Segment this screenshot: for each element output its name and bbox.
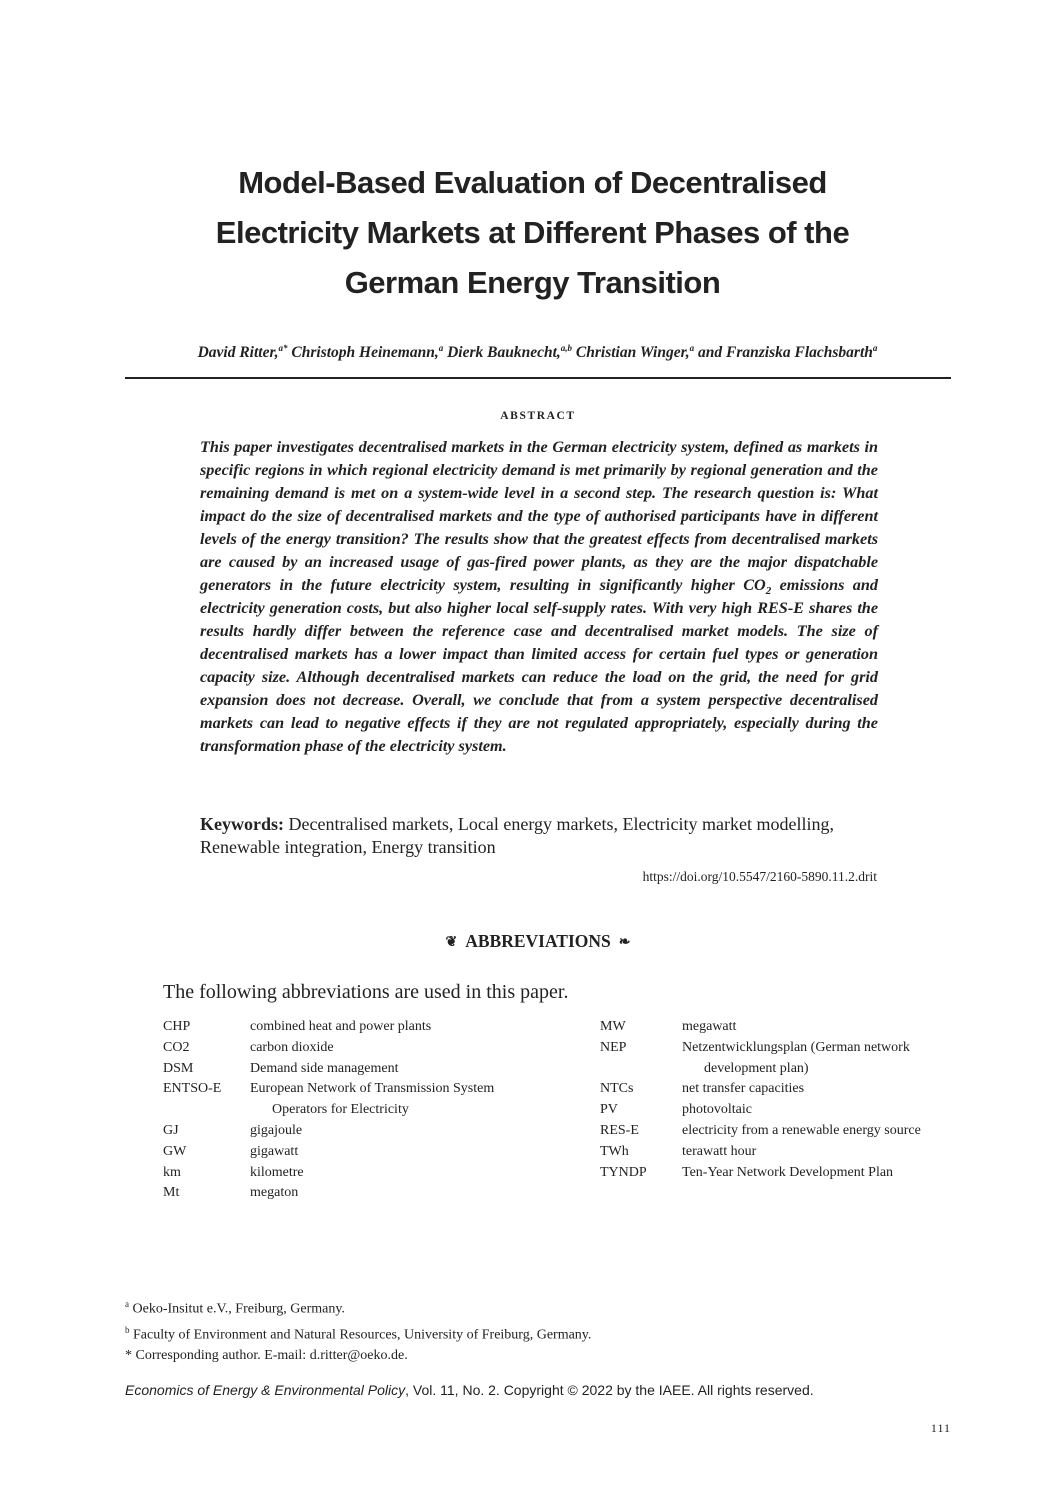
fleuron-left-icon: ❦	[445, 935, 458, 950]
abbreviation-definition-text: gigawatt	[250, 1143, 299, 1159]
abbreviations-left-column	[163, 1017, 583, 1204]
fleuron-right-icon: ❧	[618, 935, 631, 950]
footnote-mark: a	[125, 1299, 129, 1309]
abbreviation-term: km	[163, 1164, 181, 1180]
abbreviation-definition	[250, 1183, 583, 1204]
header-divider	[125, 377, 951, 379]
abbreviation-row	[600, 1079, 955, 1100]
author-name: Dierk Bauknecht,	[447, 344, 561, 362]
keywords-label: Keywords:	[200, 814, 284, 834]
abbreviation-definition-continued: development plan)	[704, 1060, 809, 1076]
page-number: 111	[930, 1421, 951, 1435]
abbreviation-term: NEP	[600, 1039, 627, 1055]
paper-title	[125, 158, 940, 308]
abbreviation-term: RES-E	[600, 1122, 639, 1138]
abbreviation-definition	[250, 1059, 583, 1080]
abbreviation-definition-text: Netzentwicklungsplan (German network	[682, 1039, 910, 1055]
abbreviation-row	[163, 1059, 583, 1080]
footnote	[125, 1320, 591, 1346]
abbreviation-definition	[250, 1142, 583, 1163]
abbreviation-definition	[682, 1163, 955, 1184]
title-line: Electricity Markets at Different Phases of the	[215, 215, 850, 250]
abbreviation-definition-text: kilometre	[250, 1164, 304, 1180]
author-affiliation-mark: a*	[278, 343, 288, 353]
abbreviation-row	[600, 1163, 955, 1184]
abbreviation-definition	[250, 1017, 583, 1038]
footnote	[125, 1345, 591, 1366]
abbreviation-row	[600, 1038, 955, 1080]
footnote-mark: b	[125, 1324, 130, 1335]
abbreviation-definition-continued: Operators for Electricity	[272, 1102, 409, 1118]
abbreviation-row	[163, 1183, 583, 1204]
abbreviation-row	[163, 1017, 583, 1038]
keywords	[200, 813, 878, 859]
doi-link[interactable]: https://doi.org/10.5547/2160-5890.11.2.drit	[642, 869, 877, 884]
abbreviation-definition-text: terawatt hour	[682, 1143, 757, 1159]
abstract-text-part: emissions and electricity generation costs, but also higher local self-supply rates. With very high RES-E shares the results hardly differ between the reference case and decentralised market models. The size of decentralised markets has a lower impact than limited access for certain fuel types or generation capacity size. Although decentralised markets can reduce the load on the grid, the need for grid expansion does not decrease. Overall, we conclude that from a system perspective decentralised markets can lead to negative effects if they are not regulated appropriately, especially during the transformation phase of the electricity system.	[200, 576, 878, 755]
journal-details: , Vol. 11, No. 2. Copyright © 2022 by the IAEE. All rights reserved.	[405, 1382, 814, 1398]
author-affiliation-mark: a,b	[560, 343, 573, 353]
author-name: Christoph Heinemann,	[291, 344, 439, 362]
abbreviation-term: GW	[163, 1143, 187, 1159]
abbreviation-definition-text: gigajoule	[250, 1122, 303, 1138]
abbreviation-term: CHP	[163, 1019, 191, 1034]
abbreviation-definition	[250, 1038, 583, 1059]
abbreviation-definition	[682, 1017, 955, 1038]
abbreviation-row	[600, 1121, 955, 1142]
abbreviation-term: ENTSO-E	[163, 1081, 222, 1097]
abbreviation-row	[163, 1142, 583, 1163]
abbreviation-definition	[250, 1163, 583, 1184]
abbreviation-definition-text: electricity from a renewable energy source	[682, 1122, 921, 1138]
footnote-text: Oeko-Insitut e.V., Freiburg, Germany.	[132, 1301, 345, 1317]
abbreviation-definition	[682, 1079, 955, 1100]
abbreviation-definition-text: Ten-Year Network Development Plan	[682, 1164, 894, 1180]
abbreviations-heading	[125, 931, 951, 952]
abbreviation-row	[163, 1121, 583, 1142]
abstract-heading: ABSTRACT	[500, 410, 576, 422]
footnotes	[125, 1294, 591, 1366]
abbreviation-term: CO2	[163, 1039, 190, 1055]
abbreviation-definition	[250, 1121, 583, 1142]
abbreviations-right-column	[600, 1017, 955, 1183]
abbreviations-intro: The following abbreviations are used in this paper.	[163, 981, 569, 1003]
abbreviation-definition-text: Demand side management	[250, 1060, 399, 1076]
abbreviation-definition	[682, 1121, 955, 1142]
abbreviation-term: DSM	[163, 1060, 194, 1076]
footnote	[125, 1294, 591, 1320]
abbreviation-definition	[682, 1142, 955, 1163]
abbreviation-term: PV	[600, 1102, 618, 1118]
co2-subscript: 2	[765, 585, 772, 598]
footnote-mark: *	[125, 1348, 132, 1364]
abstract-text-part: This paper investigates decentralised markets in the German electricity system, defined as markets in specific regions in which regional electricity demand is met primarily by regional generation and the remaining demand is met on a system-wide level in a second step. The research question is: What impact do the size of decentralised markets and the type of authorised participants have in different levels of the energy transition? The results show that the greatest effects from decentralised markets are caused by an increased usage of gas-fired power plants, as they are the major dispatchable generators in the future electricity system, resulting in significantly higher CO	[200, 438, 878, 594]
abbreviation-term: TWh	[600, 1143, 629, 1159]
title-line: German Energy Transition	[344, 265, 721, 300]
author-affiliation-mark: a	[872, 343, 878, 353]
abbreviation-row	[600, 1100, 955, 1121]
author-name: Christian Winger,	[575, 344, 690, 362]
abbreviation-row	[600, 1142, 955, 1163]
journal-citation	[125, 1382, 951, 1398]
author-affiliation-mark: a	[438, 343, 444, 353]
abbreviation-definition-text: combined heat and power plants	[250, 1019, 432, 1034]
abbreviation-definition-text: carbon dioxide	[250, 1039, 334, 1055]
author-list	[125, 343, 950, 362]
abbreviation-definition-text: net transfer capacities	[682, 1081, 805, 1097]
abbreviation-definition-text: photovoltaic	[682, 1102, 752, 1118]
abbreviation-row	[163, 1038, 583, 1059]
abbreviation-definition	[682, 1100, 955, 1121]
abbreviation-term: GJ	[163, 1122, 179, 1138]
journal-name: Economics of Energy & Environmental Policy	[125, 1382, 406, 1398]
abbreviation-term: TYNDP	[600, 1164, 647, 1180]
abbreviation-row	[163, 1163, 583, 1184]
abbreviations-heading-text: ABBREVIATIONS	[465, 931, 611, 951]
abbreviation-row	[600, 1017, 955, 1038]
abbreviation-definition	[250, 1079, 583, 1121]
abbreviation-definition	[682, 1038, 955, 1080]
abbreviation-row	[163, 1079, 583, 1121]
footnote-text: Corresponding author. E-mail: d.ritter@oeko.de.	[135, 1348, 408, 1364]
author-name: David Ritter,	[197, 344, 279, 362]
abbreviation-term: NTCs	[600, 1081, 634, 1097]
abbreviation-definition-text: megaton	[250, 1185, 299, 1201]
author-name: and Franziska Flachsbarth	[698, 344, 873, 362]
keywords-text: Decentralised markets, Local energy markets, Electricity market modelling, Renewable integration, Energy transition	[200, 814, 834, 857]
footnote-text: Faculty of Environment and Natural Resources, University of Freiburg, Germany.	[133, 1327, 592, 1343]
abbreviation-definition-text: megawatt	[682, 1019, 737, 1034]
abstract-text	[200, 436, 878, 758]
author-affiliation-mark: a	[689, 343, 695, 353]
title-line: Model-Based Evaluation of Decentralised	[238, 165, 827, 200]
abbreviation-definition-text: European Network of Transmission System	[250, 1081, 495, 1097]
abbreviation-term: MW	[600, 1019, 626, 1034]
abbreviation-term: Mt	[163, 1185, 180, 1201]
